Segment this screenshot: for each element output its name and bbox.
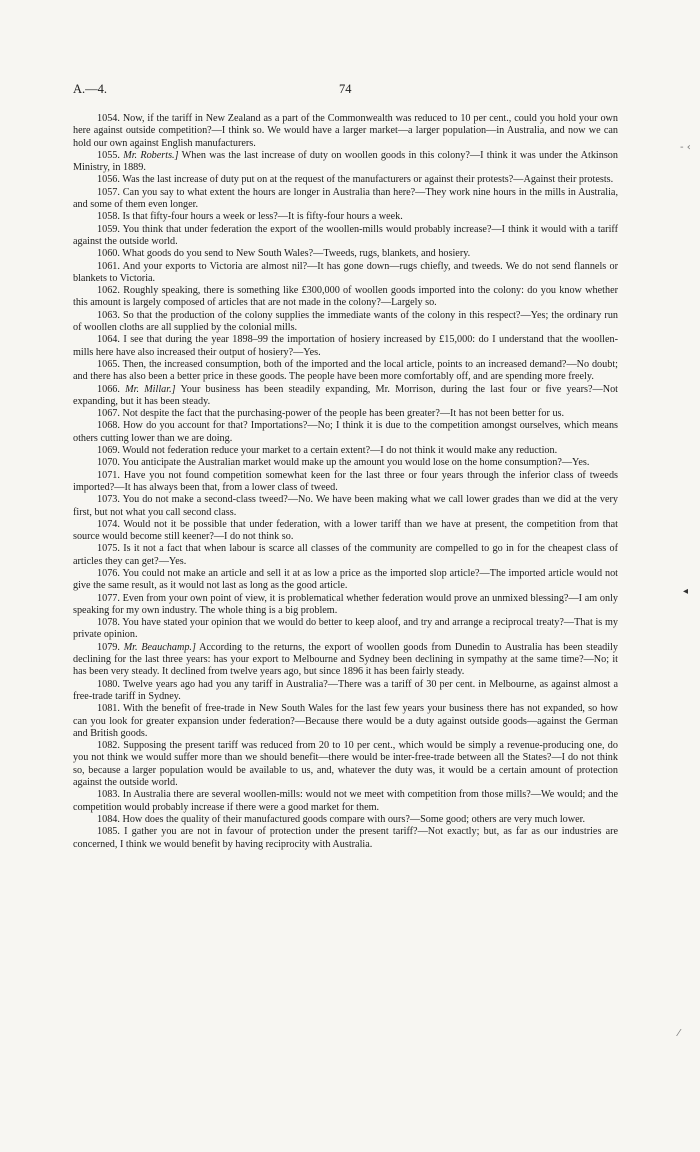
testimony-paragraph xyxy=(73,420,618,445)
margin-mark: - ‹ xyxy=(680,142,691,153)
question-answer-text: Your business has been steadily expanding, Mr. Morrison, during the last four or five years?—Not expanding, but it has been steady. xyxy=(73,383,618,407)
document-reference: A.—4. xyxy=(73,82,108,96)
testimony-paragraph xyxy=(73,740,618,789)
question-number: 1079. xyxy=(97,641,120,653)
testimony-paragraph xyxy=(73,310,618,335)
testimony-paragraph xyxy=(73,826,618,851)
question-answer-text: Is it not a fact that when labour is scarce all classes of the community are compelled to go in for the cheapest class of articles they can get?—Yes. xyxy=(73,543,619,567)
testimony-paragraph xyxy=(73,679,618,704)
testimony-paragraph xyxy=(73,408,618,420)
testimony-paragraph xyxy=(73,543,618,568)
question-number: 1058. xyxy=(97,211,120,223)
question-number: 1066. xyxy=(97,383,120,395)
question-answer-text: Roughly speaking, there is something like £300,000 of woollen goods imported into the colony: do you know whether this amount is largely composed of articles that are not made in the colony?—Largely so. xyxy=(73,285,618,309)
testimony-paragraph xyxy=(73,187,618,212)
question-number: 1083. xyxy=(97,789,120,801)
question-number: 1059. xyxy=(97,223,120,235)
testimony-paragraph xyxy=(73,261,618,286)
testimony-paragraph xyxy=(73,384,618,409)
question-answer-text: I gather you are not in favour of protection under the present tariff?—Not exactly; but, as far as our industries are concerned, I think we would benefit by having reciprocity with Australia. xyxy=(73,826,619,850)
testimony-paragraph xyxy=(73,174,618,186)
question-number: 1077. xyxy=(97,592,120,604)
question-number: 1063. xyxy=(97,309,120,321)
question-answer-text: Then, the increased consumption, both of the imported and the local article, points to an increased demand?—No doubt; and there has also been a better price in these goods. The people have been more comfortably off, and are spending more freely. xyxy=(73,358,618,383)
question-number: 1062. xyxy=(97,285,120,297)
question-number: 1081. xyxy=(97,703,120,715)
testimony-paragraph xyxy=(73,445,618,457)
question-number: 1054. xyxy=(97,113,120,124)
testimony-paragraph xyxy=(73,113,618,150)
question-answer-text: How does the quality of their manufactured goods compare with ours?—Some good; others are very much lower. xyxy=(122,813,586,825)
question-number: 1060. xyxy=(97,248,120,260)
question-answer-text: You anticipate the Australian market would make up the amount you would lose on the home consumption?—Yes. xyxy=(122,457,590,469)
question-number: 1069. xyxy=(97,445,120,457)
question-number: 1074. xyxy=(97,518,120,530)
question-number: 1056. xyxy=(97,174,120,186)
question-number: 1076. xyxy=(97,567,120,579)
testimony-body xyxy=(73,113,618,851)
question-answer-text: Now, if the tariff in New Zealand as a part of the Commonwealth was reduced to 10 per cent., could you hold your own here against outside competition?—I think so. We would have a larger market—a larger population—in Australia, and now we can hold our own against English manufacturers. xyxy=(73,113,619,149)
question-answer-text: I see that during the year 1898–99 the importation of hosiery increased by £15,000: do I understand that the woollen-mills here have also increased their output of hosiery?—Yes. xyxy=(73,334,619,358)
question-answer-text: Even from your own point of view, it is problematical whether federation would prove an unmixed blessing?—I am only speaking for my own industry. The whole thing is a big problem. xyxy=(73,592,619,616)
question-number: 1070. xyxy=(97,457,120,469)
testimony-paragraph xyxy=(73,150,618,175)
testimony-paragraph xyxy=(73,814,618,826)
question-number: 1064. xyxy=(97,334,120,346)
testimony-paragraph xyxy=(73,359,618,384)
question-answer-text: Have you not found competition somewhat keen for the last three or four years through the inferior class of tweeds imported?—It has always been that, from a lower class of tweed. xyxy=(73,469,619,493)
question-number: 1084. xyxy=(97,813,120,825)
testimony-paragraph xyxy=(73,470,618,495)
question-number: 1057. xyxy=(97,186,120,198)
question-number: 1080. xyxy=(97,678,120,690)
question-answer-text: Was the last increase of duty put on at the request of the manufacturers or against their protests?—Against their protests. xyxy=(122,174,614,186)
question-answer-text: Is that fifty-four hours a week or less?—It is fifty-four hours a week. xyxy=(122,211,403,223)
question-answer-text: Would not federation reduce your market to a certain extent?—I do not think it would make any reduction. xyxy=(122,445,558,457)
question-answer-text: You think that under federation the export of the woollen-mills would probably increase?—I think it would with a tariff against the outside world. xyxy=(73,223,618,247)
testimony-paragraph xyxy=(73,519,618,544)
question-number: 1065. xyxy=(97,358,120,370)
testimony-paragraph xyxy=(73,494,618,519)
page-header xyxy=(73,82,640,98)
question-answer-text: Can you say to what extent the hours are longer in Australia than here?—They work nine hours in the mills in Australia, and some of them even longer. xyxy=(73,186,619,211)
question-number: 1082. xyxy=(97,740,120,752)
margin-mark: ◂ xyxy=(683,586,689,597)
testimony-paragraph xyxy=(73,617,618,642)
testimony-paragraph xyxy=(73,334,618,359)
testimony-paragraph xyxy=(73,789,618,814)
question-number: 1073. xyxy=(97,494,120,506)
question-answer-text: Twelve years ago had you any tariff in Australia?—There was a tariff of 30 per cent. in Melbourne, as against almost a free-trade tariff in Sydney. xyxy=(73,678,618,702)
speaker-name: Mr. Beauchamp.] xyxy=(123,641,196,653)
testimony-paragraph xyxy=(73,285,618,310)
page-number: 74 xyxy=(339,82,352,96)
speaker-name: Mr. Roberts.] xyxy=(123,149,179,161)
question-answer-text: With the benefit of free-trade in New South Wales for the last few years your business there has not expanded, so how can you look for greater expansion under federation?—Because there would be a duty against outside goods—against the German and British goods. xyxy=(73,703,618,739)
testimony-paragraph xyxy=(73,593,618,618)
question-answer-text: And your exports to Victoria are almost nil?—It has gone down—rugs chiefly, and tweeds. We do not send flannels or blankets to Victoria. xyxy=(73,260,618,284)
question-answer-text: Not despite the fact that the purchasing-power of the people has been greater?—It has not been better for us. xyxy=(122,408,565,420)
question-number: 1075. xyxy=(97,543,120,555)
question-answer-text: How do you account for that? Importations?—No; I think it is due to the competition amongst ourselves, which means others cutting lower than we are doing. xyxy=(73,420,619,444)
margin-mark: ⁄ xyxy=(678,1028,680,1039)
question-answer-text: When was the last increase of duty on woollen goods in this colony?—I think it was under the Atkinson Ministry, in 1889. xyxy=(73,149,618,174)
question-answer-text: Would not it be possible that under federation, with a lower tariff than we have at present, the competition from that source would become still keener?—I do not think so. xyxy=(73,518,618,543)
question-answer-text: You have stated your opinion that we would do better to keep aloof, and try and arrange a reciprocal treaty?—That is my private opinion. xyxy=(73,617,619,641)
question-answer-text: You could not make an article and sell it at as low a price as the imported slop article?—The imported article would not give the same result, as it would not last as long as the good article. xyxy=(73,567,618,592)
question-answer-text: In Australia there are several woollen-mills: would not we meet with competition from those mills?—We would; and the competition would probably increase if there were a good market for them. xyxy=(73,789,618,813)
speaker-name: Mr. Millar.] xyxy=(125,383,176,395)
testimony-paragraph xyxy=(73,211,618,223)
question-number: 1071. xyxy=(97,469,120,481)
testimony-paragraph xyxy=(73,703,618,740)
question-number: 1078. xyxy=(97,617,120,629)
testimony-paragraph xyxy=(73,568,618,593)
question-number: 1055. xyxy=(97,149,120,161)
question-answer-text: What goods do you send to New South Wales?—Tweeds, rugs, blankets, and hosiery. xyxy=(122,248,471,260)
question-answer-text: You do not make a second-class tweed?—No. We have been making what we call lower grades than we did at the very first, but not what you call second class. xyxy=(73,494,618,518)
question-answer-text: According to the returns, the export of woollen goods from Dunedin to Australia has been steadily declining for the last three years: has your export to Melbourne and Sydney been declining in sympathy at the same time?—No; it has been very steady. It declined from twelve years ago, but since 1896 it has been fairly steady. xyxy=(73,641,618,678)
question-number: 1085. xyxy=(97,826,120,838)
question-number: 1068. xyxy=(97,420,120,432)
question-answer-text: So that the production of the colony supplies the immediate wants of the colony in this respect?—Yes; the ordinary run of woollen cloths are all supplied by the colonial mills. xyxy=(73,309,619,334)
testimony-paragraph xyxy=(73,224,618,249)
testimony-paragraph xyxy=(73,248,618,260)
question-number: 1061. xyxy=(97,260,120,272)
testimony-paragraph xyxy=(73,642,618,679)
question-number: 1067. xyxy=(97,408,120,420)
testimony-paragraph xyxy=(73,457,618,469)
question-answer-text: Supposing the present tariff was reduced from 20 to 10 per cent., which would be simply a revenue-producing one, do you not think we would suffer more than we should benefit—there would be inter-free-trade between all the States?—I do not think so, because a larger population would be available to us, and, whatever the duty was, it would be a certain amount of protection against the outside world. xyxy=(73,740,618,789)
